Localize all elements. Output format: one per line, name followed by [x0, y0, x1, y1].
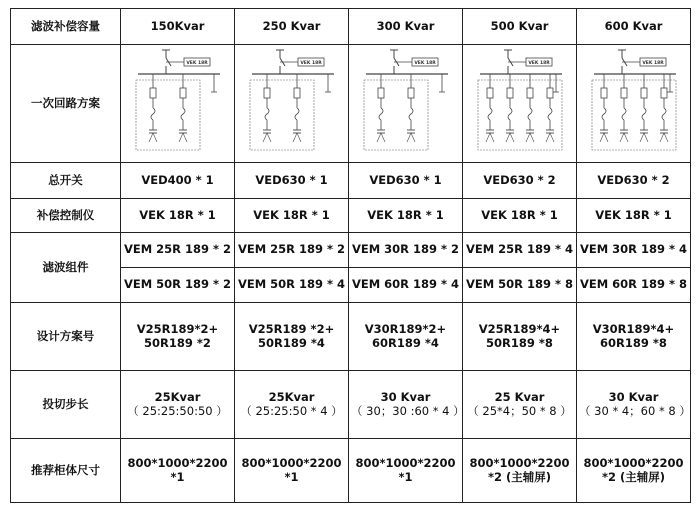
- design-value: [463, 303, 577, 371]
- step-value: [577, 371, 691, 439]
- capacitor-wire: [490, 133, 494, 142]
- fuse-symbol: [507, 88, 513, 98]
- fuse-symbol: [487, 88, 493, 98]
- design-value: [121, 303, 235, 371]
- step-label: 投切步长: [11, 371, 121, 439]
- capacitor-wire: [600, 133, 604, 142]
- step-line2: （ 25:25:50:50 ）: [127, 403, 228, 418]
- fuse-symbol: [661, 88, 667, 98]
- reactor-symbol: [151, 108, 155, 120]
- capacitor-wire: [664, 133, 668, 142]
- fuse-symbol: [621, 88, 627, 98]
- controller-tag: VEK 18R: [299, 60, 322, 66]
- controller-row: [11, 199, 691, 233]
- step-line1: 30 Kvar: [608, 389, 659, 404]
- step-line1: 25Kvar: [154, 389, 201, 404]
- cabinet-line1: 800*1000*2200: [469, 455, 570, 470]
- cabinet-line2: *1: [284, 469, 299, 484]
- design-label: 设计方案号: [11, 303, 121, 371]
- cabinet-line2: *1: [398, 469, 413, 484]
- cabinet-value: [235, 439, 349, 503]
- capacitor-wire: [297, 133, 301, 142]
- capacitor-wire: [546, 133, 550, 142]
- step-value: [121, 371, 235, 439]
- capacitor-wire: [153, 133, 157, 142]
- capacitor-wire: [377, 133, 381, 142]
- reactor-symbol: [508, 108, 512, 120]
- fuse-symbol: [180, 88, 186, 98]
- reactor-symbol: [379, 108, 383, 120]
- capacitor-wire: [620, 133, 624, 142]
- capacitor-wire: [550, 133, 554, 142]
- step-value: [349, 371, 463, 439]
- design-value: [235, 303, 349, 371]
- reactor-symbol: [602, 108, 606, 120]
- circuit-diagram-5: [584, 48, 684, 160]
- header-label: 滤波补偿容量: [11, 9, 121, 45]
- cabinet-line2: *2 (主辅屏): [487, 469, 552, 484]
- step-value: [235, 371, 349, 439]
- filter-value: VEM 30R 189 * 4: [577, 233, 691, 268]
- design-line1: V25R189*2+: [136, 321, 219, 336]
- cabinet-line1: 800*1000*2200: [583, 455, 684, 470]
- capacity-300: 300 Kvar: [349, 9, 463, 45]
- filter-value: VEM 60R 189 * 8: [577, 268, 691, 303]
- design-line2: 50R189 *4: [258, 335, 325, 350]
- cabinet-outline: [364, 80, 428, 150]
- circuit-diagram-3: [356, 48, 456, 160]
- reactor-symbol: [181, 108, 185, 120]
- design-value: [349, 303, 463, 371]
- cabinet-outline: [136, 80, 200, 150]
- header-row: [11, 9, 691, 45]
- step-line1: 30 Kvar: [380, 389, 431, 404]
- cabinet-line1: 800*1000*2200: [355, 455, 456, 470]
- main-switch-label: 总开关: [11, 163, 121, 199]
- filter-value: VEM 50R 189 * 8: [463, 268, 577, 303]
- step-line2: （ 25*4；50 * 8 ）: [467, 403, 572, 418]
- scheme-diagram-cell: [349, 45, 463, 163]
- fuse-symbol: [378, 88, 384, 98]
- capacitor-wire: [381, 133, 385, 142]
- filter-value: VEM 30R 189 * 2: [349, 233, 463, 268]
- cabinet-value: [577, 439, 691, 503]
- controller-value: VEK 18R * 1: [463, 199, 577, 233]
- scheme-diagram-cell: [235, 45, 349, 163]
- controller-label: 补偿控制仪: [11, 199, 121, 233]
- controller-value: VEK 18R * 1: [349, 199, 463, 233]
- main-switch-value: VED630 * 2: [463, 163, 577, 199]
- filter-value: VEM 60R 189 * 4: [349, 268, 463, 303]
- capacitor-wire: [183, 133, 187, 142]
- capacitor-wire: [486, 133, 490, 142]
- controller-value: VEK 18R * 1: [577, 199, 691, 233]
- reactor-symbol: [662, 108, 666, 120]
- design-line2: 60R189 *4: [372, 335, 439, 350]
- circuit-diagram-4: [470, 48, 570, 160]
- filter-value: VEM 50R 189 * 2: [121, 268, 235, 303]
- controller-tag: VEK 18R: [413, 60, 436, 66]
- controller-tag: VEK 18R: [527, 60, 550, 66]
- reactor-symbol: [548, 108, 552, 120]
- filter-value: VEM 25R 189 * 2: [121, 233, 235, 268]
- spec-table: [10, 8, 691, 503]
- capacitor-wire: [526, 133, 530, 142]
- capacitor-wire: [640, 133, 644, 142]
- controller-value: VEK 18R * 1: [235, 199, 349, 233]
- fuse-symbol: [547, 88, 553, 98]
- step-line2: （ 25:25:50 * 4 ）: [240, 403, 343, 418]
- design-line1: V25R189*4+: [478, 321, 561, 336]
- capacitor-wire: [293, 133, 297, 142]
- capacitor-wire: [179, 133, 183, 142]
- step-line1: 25Kvar: [268, 389, 315, 404]
- reactor-symbol: [265, 108, 269, 120]
- cabinet-row: [11, 439, 691, 503]
- design-line2: 50R189 *8: [486, 335, 553, 350]
- cabinet-line1: 800*1000*2200: [127, 455, 228, 470]
- filter-label: 滤波组件: [11, 233, 121, 303]
- capacitor-wire: [660, 133, 664, 142]
- main-switch-row: [11, 163, 691, 199]
- main-switch-value: VED630 * 1: [235, 163, 349, 199]
- step-line2: （ 30；30 :60 * 4 ）: [351, 403, 465, 418]
- cabinet-value: [121, 439, 235, 503]
- cabinet-value: [463, 439, 577, 503]
- controller-value: VEK 18R * 1: [121, 199, 235, 233]
- capacitor-wire: [407, 133, 411, 142]
- scheme-diagram-cell: [463, 45, 577, 163]
- filter-value: VEM 25R 189 * 4: [463, 233, 577, 268]
- fuse-symbol: [641, 88, 647, 98]
- capacitor-wire: [624, 133, 628, 142]
- design-line1: V30R189*4+: [592, 321, 675, 336]
- reactor-symbol: [295, 108, 299, 120]
- design-line2: 50R189 *2: [144, 335, 211, 350]
- capacity-500: 500 Kvar: [463, 9, 577, 45]
- reactor-symbol: [528, 108, 532, 120]
- capacitor-wire: [510, 133, 514, 142]
- circuit-diagram-1: [128, 48, 228, 160]
- step-row: [11, 371, 691, 439]
- fuse-symbol: [527, 88, 533, 98]
- cabinet-label: 推荐柜体尺寸: [11, 439, 121, 503]
- design-line1: V25R189 *2+: [248, 321, 335, 336]
- step-line1: 25 Kvar: [494, 389, 545, 404]
- main-switch-value: VED630 * 1: [349, 163, 463, 199]
- capacitor-wire: [149, 133, 153, 142]
- main-switch-value: VED630 * 2: [577, 163, 691, 199]
- fuse-symbol: [294, 88, 300, 98]
- step-value: [463, 371, 577, 439]
- cabinet-line1: 800*1000*2200: [241, 455, 342, 470]
- fuse-symbol: [601, 88, 607, 98]
- reactor-symbol: [622, 108, 626, 120]
- scheme-row: [11, 45, 691, 163]
- cabinet-line2: *1: [170, 469, 185, 484]
- capacitor-wire: [267, 133, 271, 142]
- scheme-label: 一次回路方案: [11, 45, 121, 163]
- design-value: [577, 303, 691, 371]
- capacity-150: 150Kvar: [121, 9, 235, 45]
- fuse-symbol: [264, 88, 270, 98]
- design-line2: 60R189 *8: [600, 335, 667, 350]
- capacitor-wire: [530, 133, 534, 142]
- capacitor-wire: [506, 133, 510, 142]
- reactor-symbol: [488, 108, 492, 120]
- capacity-600: 600 Kvar: [577, 9, 691, 45]
- scheme-diagram-cell: [577, 45, 691, 163]
- reactor-symbol: [642, 108, 646, 120]
- cabinet-value: [349, 439, 463, 503]
- controller-tag: VEK 18R: [185, 60, 208, 66]
- capacitor-wire: [604, 133, 608, 142]
- fuse-symbol: [150, 88, 156, 98]
- filter-row-1: [11, 233, 691, 268]
- filter-value: VEM 25R 189 * 2: [235, 233, 349, 268]
- capacitor-wire: [644, 133, 648, 142]
- design-line1: V30R189*2+: [364, 321, 447, 336]
- fuse-symbol: [408, 88, 414, 98]
- main-switch-value: VED400 * 1: [121, 163, 235, 199]
- capacitor-wire: [263, 133, 267, 142]
- step-line2: （ 30 * 4；60 * 8 ）: [579, 403, 691, 418]
- capacity-250: 250 Kvar: [235, 9, 349, 45]
- scheme-diagram-cell: [121, 45, 235, 163]
- capacitor-wire: [411, 133, 415, 142]
- circuit-diagram-2: [242, 48, 342, 160]
- filter-value: VEM 50R 189 * 4: [235, 268, 349, 303]
- reactor-symbol: [409, 108, 413, 120]
- cabinet-line2: *2 (主辅屏): [601, 469, 666, 484]
- design-row: [11, 303, 691, 371]
- cabinet-outline: [250, 80, 314, 150]
- controller-tag: VEK 18R: [641, 60, 664, 66]
